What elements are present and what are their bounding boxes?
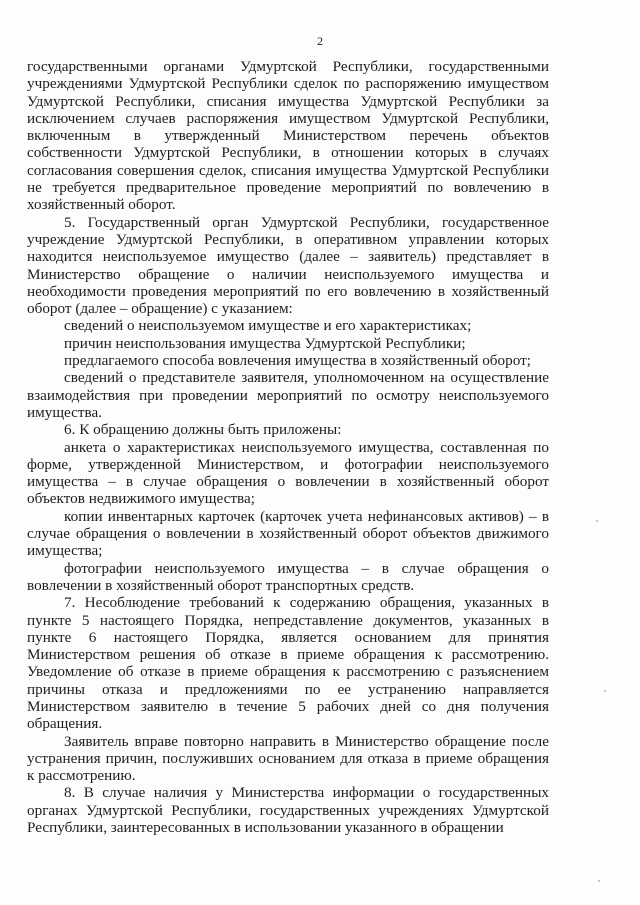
- paragraph-list-entry: анкета о характеристиках неиспользуемого имущества, составленная по форме, утвержденной Министерством, и фотографии неиспользуемого имущества – в случае обращения о вовлечении в хозяйственный оборот объектов недвижимого имущества;: [27, 438, 549, 508]
- paragraph-item-5: 5. Государственный орган Удмуртской Республики, государственное учреждение Удмуртской Республики, в оперативном управлении которых находится неиспользуемое имущество (далее – заявитель) представляет в Министерство обращение о наличии неиспользуемого имущества и необходимости проведения мероприятий по его вовлечению в хозяйственный оборот (далее – обращение) с указанием:: [27, 213, 549, 318]
- paragraph-text: Заявитель вправе повторно направить в Министерство обращение после устранения причин, послуживших основанием для отказа в приеме обращения к рассмотрению.: [27, 732, 549, 785]
- paragraph-continuation: государственными органами Удмуртской Республики, государственными учреждениями Удмуртской Республики сделок по распоряжению имуществом Удмуртской Республики, списания имущества Удмуртской Республики за исключением случаев распоряжения имуществом Удмуртской Республики, включенным в утвержденный Министерством перечень объектов собственности Удмуртской Республики, в отношении которых в случаях согласования совершения сделок, списания имущества Удмуртской Республики не требуется предварительное проведение мероприятий по вовлечению в хозяйственный оборот.: [27, 58, 549, 214]
- scan-dot: [598, 880, 600, 882]
- paragraph-list-entry: сведений о неиспользуемом имуществе и его характеристиках;: [64, 317, 472, 335]
- paragraph-list-entry: фотографии неиспользуемого имущества – в случае обращения о вовлечении в хозяйственный оборот транспортных средств.: [27, 559, 549, 594]
- paragraph-item-7: 7. Несоблюдение требований к содержанию обращения, указанных в пункте 5 настоящего Порядка, непредставление документов, указанных в пункте 6 настоящего Порядка, является основанием для принятия Министерством решения об отказе в приеме обращения к рассмотрению. Уведомление об отказе в приеме обращения к рассмотрению с разъяснением причины отказа и предложениями по ее устранению направляется Министерством заявителю в течение 5 рабочих дней со дня получения обращения.: [27, 594, 549, 733]
- paragraph-list-entry: копии инвентарных карточек (карточек учета нефинансовых активов) – в случае обращения о вовлечении в хозяйственный оборот объектов движимого имущества;: [27, 507, 549, 560]
- scan-dot: [596, 520, 598, 522]
- document-body: [27, 58, 549, 836]
- page-number: 2: [317, 34, 323, 48]
- paragraph-list-entry: причин неиспользования имущества Удмуртской Республики;: [64, 334, 466, 352]
- paragraph-list-entry: предлагаемого способа вовлечения имущества в хозяйственный оборот;: [64, 352, 531, 370]
- paragraph-item-6: 6. К обращению должны быть приложены:: [64, 421, 342, 439]
- paragraph-item-8: 8. В случае наличия у Министерства информации о государственных органах Удмуртской Республики, государственных учреждениях Удмуртской Республики, заинтересованных в использовании указанного в обращении: [27, 784, 549, 837]
- scan-dot: [604, 690, 606, 692]
- paragraph-list-entry: сведений о представителе заявителя, уполномоченном на осуществление взаимодействия при проведении мероприятий по осмотру неиспользуемого имущества.: [27, 369, 549, 421]
